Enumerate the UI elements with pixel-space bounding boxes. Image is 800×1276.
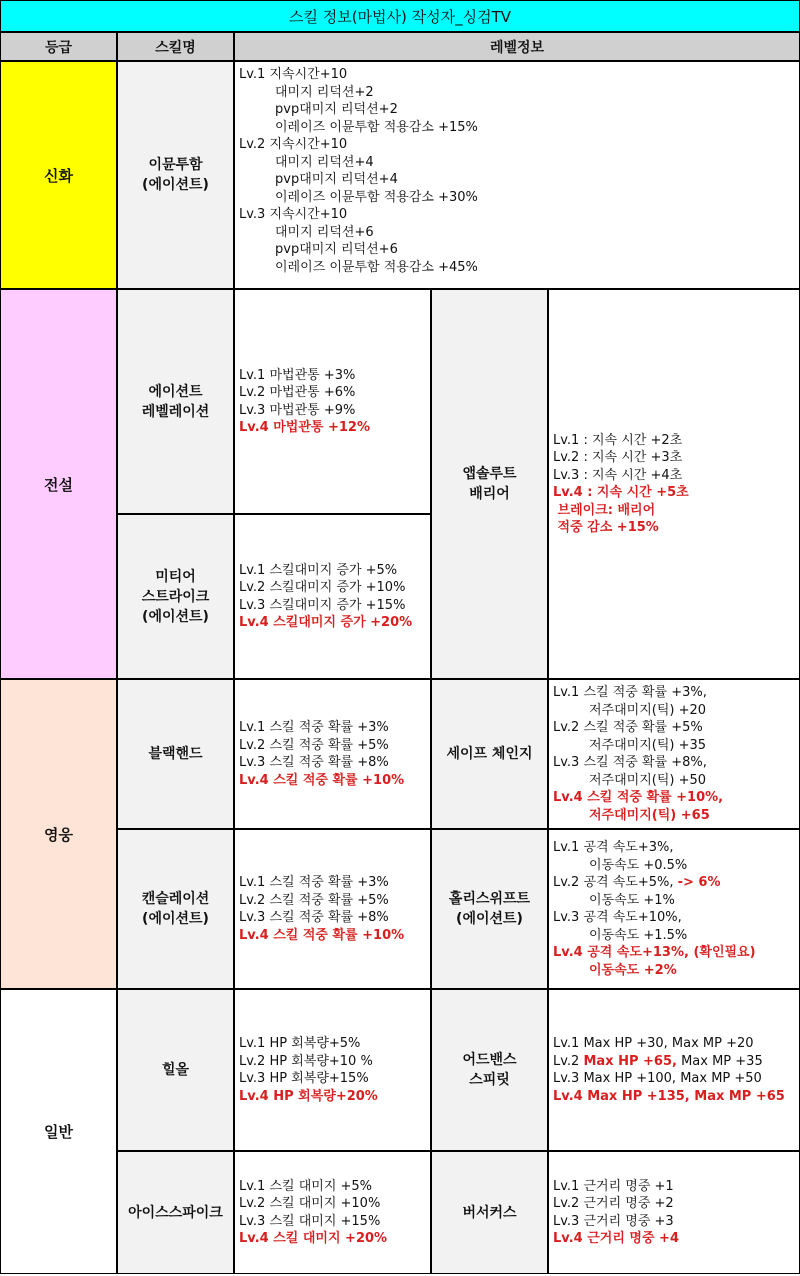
level-line-text: Lv.4 마법관통 +12% <box>239 420 370 435</box>
header-level-info: 레벨정보 <box>234 32 800 61</box>
level-line-text: Lv.3 Max HP +100, Max MP +50 <box>553 1071 762 1086</box>
level-line <box>239 1195 430 1213</box>
level-line <box>239 892 430 910</box>
level-line <box>553 1053 799 1071</box>
skill-info-holy-swift <box>548 829 800 989</box>
level-line-text: Lv.3 HP 회복량+15% <box>239 1071 369 1086</box>
level-line-text: 이레이즈 이뮨투함 적용감소 +30% <box>275 189 478 205</box>
level-line-text: Lv.3 스킬 적중 확률 +8% <box>239 755 389 770</box>
level-line-text: Lv.2 근거리 명중 +2 <box>553 1196 674 1211</box>
level-line-text: Lv.2 : 지속 시간 +3초 <box>553 450 683 465</box>
level-line <box>553 702 799 720</box>
level-line-text: Max MP +35 <box>676 1053 763 1069</box>
level-line <box>553 1035 799 1053</box>
level-line-text: Lv.4 Max HP +135, Max MP +65 <box>553 1088 785 1104</box>
skill-info-advance-spirit <box>548 989 800 1151</box>
level-line-text: Lv.1 근거리 명중 +1 <box>553 1178 674 1194</box>
level-line-text: 브레이크: 배리어 <box>553 502 656 518</box>
level-line <box>553 519 799 537</box>
level-line <box>239 189 799 207</box>
level-line-text: Lv.4 스킬 적중 확률 +10%, <box>553 790 724 805</box>
level-line-text: Lv.2 <box>553 1053 584 1069</box>
level-line <box>239 1053 430 1071</box>
level-line <box>239 402 430 420</box>
skill-name-ice-spike: 아이스스파이크 <box>117 1151 234 1274</box>
level-line-text: 이동속도 +1% <box>589 892 675 908</box>
level-line-text: Lv.3 스킬 적중 확률 +8%, <box>553 755 707 770</box>
level-line-text: Lv.1 공격 속도+3%, <box>553 840 674 855</box>
level-line-text: Lv.1 HP 회복량+5% <box>239 1036 361 1051</box>
skill-info-absolute-barrier <box>548 289 800 679</box>
level-line-text: pvp대미지 리덕션+2 <box>275 102 398 117</box>
level-line-text: Lv.1 Max HP +30, Max MP +20 <box>553 1036 754 1051</box>
level-line <box>553 754 799 772</box>
level-line-text: Lv.2 HP 회복량+10 % <box>239 1053 373 1069</box>
level-line <box>239 719 430 737</box>
header-grade: 등급 <box>0 32 117 61</box>
level-line-highlight: Max HP +65, <box>583 1053 677 1069</box>
skill-name-absolute-barrier: 앱솔루트 배리어 <box>431 289 548 679</box>
level-line <box>239 737 430 755</box>
skill-info-shape-change <box>548 679 800 829</box>
level-line-text: 이레이즈 이뮨투함 적용감소 +15% <box>275 119 478 135</box>
level-line <box>239 384 430 402</box>
skill-name-meteor-strike: 미티어 스트라이크 (에이션트) <box>117 514 234 679</box>
level-line <box>239 259 799 277</box>
skill-name-holy-swift: 홀리스위프트 (에이션트) <box>431 829 548 989</box>
level-line-text: 저주대미지(틱) +35 <box>589 737 707 753</box>
level-line-text: 적중 감소 +15% <box>553 520 659 535</box>
level-line-text: Lv.1 스킬 적중 확률 +3% <box>239 875 389 890</box>
level-line-text: Lv.2 공격 속도+5%, <box>553 875 678 890</box>
level-line <box>239 772 430 790</box>
level-line-text: 이레이즈 이뮨투함 적용감소 +45% <box>275 259 478 275</box>
level-line-text: pvp대미지 리덕션+4 <box>275 172 398 187</box>
level-line-text: Lv.2 스킬 적중 확률 +5% <box>239 737 389 753</box>
level-line <box>239 136 799 154</box>
level-line <box>239 224 799 242</box>
skill-info-berserkers <box>548 1151 800 1274</box>
level-line-text: Lv.1 스킬 적중 확률 +3% <box>239 720 389 735</box>
level-line-text: Lv.2 스킬대미지 증가 +10% <box>239 580 406 595</box>
level-line-text: Lv.4 근거리 명중 +4 <box>553 1231 679 1246</box>
level-line-text: Lv.1 스킬 대미지 +5% <box>239 1178 373 1194</box>
level-line-text: Lv.4 스킬 대미지 +20% <box>239 1231 388 1246</box>
level-line-text: 대미지 리덕션+6 <box>275 224 374 240</box>
level-line-text: Lv.3 : 지속 시간 +4초 <box>553 467 683 483</box>
level-line <box>239 579 430 597</box>
skill-name-heal-all: 힐올 <box>117 989 234 1151</box>
grade-hero: 영웅 <box>0 679 117 989</box>
skill-name-immune-to-harm: 이뮨투함 (에이션트) <box>117 61 234 289</box>
level-line <box>553 1178 799 1196</box>
level-line-text: Lv.2 스킬 적중 확률 +5% <box>553 720 703 735</box>
skill-name-cancellation: 캔슬레이션 (에이션트) <box>117 829 234 989</box>
level-line-text: 저주대미지(틱) +65 <box>589 807 710 823</box>
level-line-text: Lv.1 : 지속 시간 +2초 <box>553 432 683 448</box>
level-line <box>239 206 799 224</box>
level-line-text: Lv.3 마법관통 +9% <box>239 402 356 418</box>
level-line-text: Lv.2 스킬 대미지 +10% <box>239 1196 381 1211</box>
level-line <box>239 1070 430 1088</box>
level-line <box>239 119 799 137</box>
level-line <box>553 927 799 945</box>
skill-info-black-hand <box>234 679 431 829</box>
level-line <box>553 789 799 807</box>
level-line-text: Lv.2 마법관통 +6% <box>239 385 356 400</box>
level-line-text: Lv.3 근거리 명중 +3 <box>553 1213 674 1229</box>
level-line-text: 이동속도 +1.5% <box>589 927 688 943</box>
level-line-text: 저주대미지(틱) +20 <box>589 702 707 718</box>
level-line <box>553 719 799 737</box>
level-line-text: Lv.4 : 지속 시간 +5초 <box>553 485 689 500</box>
skill-name-ancient-revelation: 에이션트 레벨레이션 <box>117 289 234 514</box>
level-line-text: 이동속도 +2% <box>589 962 677 978</box>
level-line <box>553 1195 799 1213</box>
level-line-text: Lv.1 스킬 적중 확률 +3%, <box>553 685 707 700</box>
level-line-text: Lv.1 지속시간+10 <box>239 67 348 82</box>
grade-legend: 전설 <box>0 289 117 679</box>
skill-info-ancient-revelation <box>234 289 431 514</box>
grade-normal: 일반 <box>0 989 117 1274</box>
sheet-title: 스킬 정보(마법사) 작성자_싱검TV <box>0 0 800 32</box>
level-line <box>553 909 799 927</box>
level-line <box>239 1088 430 1106</box>
level-line <box>239 909 430 927</box>
level-line <box>239 1035 430 1053</box>
level-line <box>239 419 430 437</box>
level-line <box>553 449 799 467</box>
level-line <box>239 84 799 102</box>
skill-name-berserkers: 버서커스 <box>431 1151 548 1274</box>
level-line <box>553 874 799 892</box>
level-line-text: Lv.2 지속시간+10 <box>239 137 348 152</box>
skill-name-shape-change: 세이프 체인지 <box>431 679 548 829</box>
level-line <box>239 367 430 385</box>
level-line <box>239 1230 430 1248</box>
skill-info-cancellation <box>234 829 431 989</box>
level-line <box>239 562 430 580</box>
level-line-text: 이동속도 +0.5% <box>589 857 688 873</box>
level-line <box>553 892 799 910</box>
level-line-text: Lv.4 공격 속도+13%, (확인필요) <box>553 945 756 960</box>
grade-mythic: 신화 <box>0 61 117 289</box>
level-line-text: pvp대미지 리덕션+6 <box>275 242 398 257</box>
level-line-text: Lv.4 스킬대미지 증가 +20% <box>239 615 413 630</box>
level-line-text: 대미지 리덕션+4 <box>275 154 374 170</box>
level-line <box>553 484 799 502</box>
skill-info-immune-to-harm <box>234 61 800 289</box>
level-line-text: Lv.3 공격 속도+10%, <box>553 910 682 925</box>
level-line-text: Lv.3 스킬 대미지 +15% <box>239 1213 381 1229</box>
level-line-text: Lv.3 스킬대미지 증가 +15% <box>239 597 406 613</box>
level-line-highlight: -> 6% <box>677 875 721 890</box>
level-line <box>553 1088 799 1106</box>
level-line <box>239 241 799 259</box>
level-line-text: Lv.1 마법관통 +3% <box>239 367 356 383</box>
level-line <box>239 171 799 189</box>
level-line-text: Lv.2 스킬 적중 확률 +5% <box>239 892 389 908</box>
level-line <box>553 944 799 962</box>
skill-info-ice-spike <box>234 1151 431 1274</box>
level-line-text: 저주대미지(틱) +50 <box>589 772 707 788</box>
level-line <box>239 874 430 892</box>
level-line <box>239 1178 430 1196</box>
level-line <box>553 737 799 755</box>
level-line <box>239 754 430 772</box>
level-line-text: Lv.3 스킬 적중 확률 +8% <box>239 910 389 925</box>
level-line <box>239 66 799 84</box>
level-line-text: Lv.3 지속시간+10 <box>239 207 348 222</box>
level-line <box>239 597 430 615</box>
level-line <box>239 1213 430 1231</box>
level-line <box>553 1230 799 1248</box>
level-line <box>553 772 799 790</box>
level-line <box>553 962 799 980</box>
level-line <box>553 502 799 520</box>
level-line-text: 대미지 리덕션+2 <box>275 84 374 100</box>
header-skill-name: 스킬명 <box>117 32 234 61</box>
level-line-text: Lv.1 스킬대미지 증가 +5% <box>239 562 398 578</box>
skill-info-heal-all <box>234 989 431 1151</box>
level-line-text: Lv.4 스킬 적중 확률 +10% <box>239 772 405 788</box>
level-line <box>553 684 799 702</box>
level-line <box>239 614 430 632</box>
skill-name-advance-spirit: 어드밴스 스피릿 <box>431 989 548 1151</box>
level-line <box>239 154 799 172</box>
level-line <box>553 839 799 857</box>
level-line <box>553 467 799 485</box>
level-line <box>553 807 799 825</box>
level-line <box>239 101 799 119</box>
level-line <box>239 927 430 945</box>
level-line <box>553 1213 799 1231</box>
level-line-text: Lv.4 HP 회복량+20% <box>239 1088 378 1104</box>
level-line <box>553 857 799 875</box>
skill-info-meteor-strike <box>234 514 431 679</box>
level-line <box>553 432 799 450</box>
level-line-text: Lv.4 스킬 적중 확률 +10% <box>239 927 405 943</box>
level-line <box>553 1070 799 1088</box>
skill-name-black-hand: 블랙핸드 <box>117 679 234 829</box>
